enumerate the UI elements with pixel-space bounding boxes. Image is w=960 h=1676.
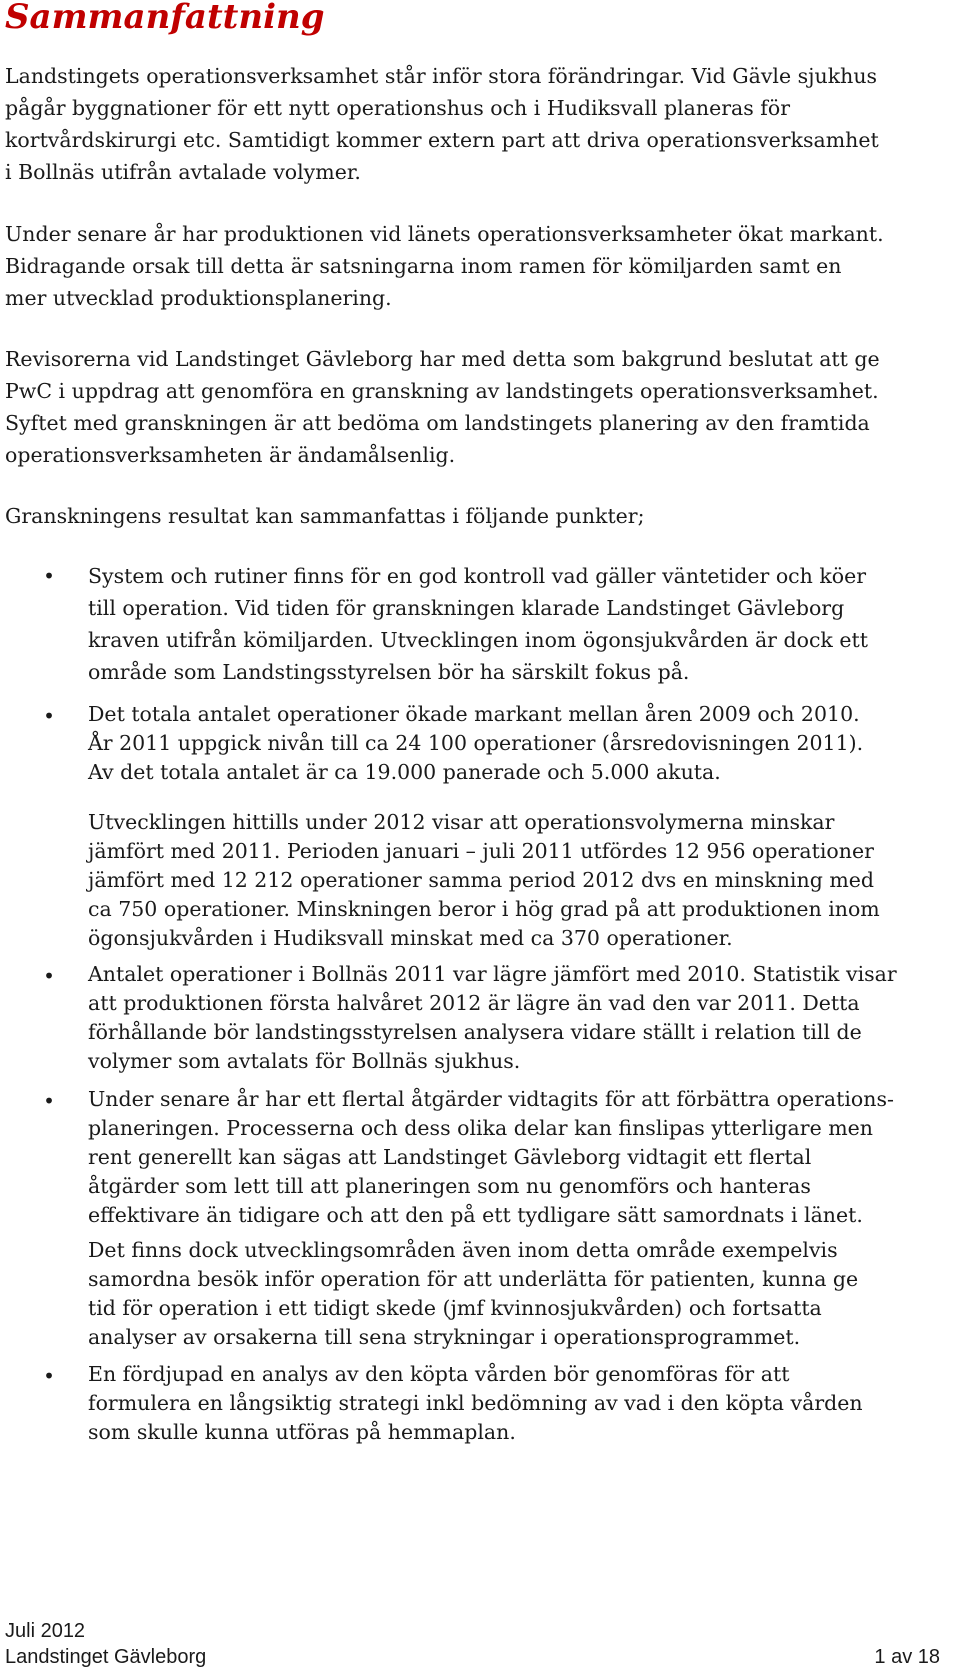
- intro-paragraph-2: Under senare år har produktionen vid länets operationsverksamheter ökat markant. Bidragande orsak till detta är satsningarna inom ramen för kömiljarden samt en mer utvecklad produktionsplanering.: [5, 222, 884, 310]
- bullet-marker: •: [43, 704, 55, 728]
- page-title: Sammanfattning: [5, 0, 325, 37]
- footer-date: Juli 2012: [5, 1620, 86, 1642]
- bullet-marker: •: [43, 1364, 55, 1388]
- intro-paragraph-4: Granskningens resultat kan sammanfattas i följande punkter;: [5, 504, 645, 528]
- bullet-marker: •: [43, 964, 55, 988]
- bullet-1-paragraph: System och rutiner finns för en god kontroll vad gäller väntetider och köer till operation. Vid tiden för granskningen klarade Landstinget Gävleborg kraven utifrån kömiljarden. Utvecklingen inom ögonsjukvården är dock ett område som Landstingsstyrelsen bör ha särskilt fokus på.: [88, 564, 868, 684]
- bullet-4-paragraph-1: Under senare år har ett flertal åtgärder vidtagits för att förbättra operations- planeringen. Processerna och dess olika delar kan finslipas ytterligare men rent generellt kan sägas att Landstinget Gävleborg vidtagit ett flertal åtgärder som lett till att planeringen som nu genomförs och hanteras effektivare än tidigare och att den på ett tydligare sätt samordnats i länet.: [88, 1087, 894, 1227]
- page-footer: [5, 1618, 940, 1670]
- footer-page-number: 1 av 18: [874, 1646, 940, 1668]
- bullet-2-paragraph-2: Utvecklingen hittills under 2012 visar att operationsvolymerna minskar jämfört med 2011. Perioden januari – juli 2011 utfördes 12 956 operationer jämfört med 12 212 operationer samma period 2012 dvs en minskning med ca 750 operationer. Minskningen beror i hög grad på att produktionen inom ögonsjukvården i Hudiksvall minskat med ca 370 operationer.: [88, 810, 880, 950]
- bullet-4-paragraph-2: Det finns dock utvecklingsområden även inom detta område exempelvis samordna besök inför operation för att underlätta för patienten, kunna ge tid för operation i ett tidigt skede (jmf kvinnosjukvården) och fortsatta analyser av orsakerna till sena strykningar i operationsprogrammet.: [88, 1238, 859, 1349]
- bullet-5-paragraph: En fördjupad en analys av den köpta vården bör genomföras för att formulera en långsiktig strategi inkl bedömning av vad i den köpta vården som skulle kunna utföras på hemmaplan.: [88, 1362, 863, 1444]
- bullet-2-paragraph-1: Det totala antalet operationer ökade markant mellan åren 2009 och 2010. År 2011 uppgick nivån till ca 24 100 operationer (årsredovisningen 2011). Av det totala antalet är ca 19.000 panerade och 5.000 akuta.: [88, 702, 864, 784]
- bullet-3-paragraph: Antalet operationer i Bollnäs 2011 var lägre jämfört med 2010. Statistik visar att produktionen första halvåret 2012 är lägre än vad den var 2011. Detta förhållande bör landstingsstyrelsen analysera vidare ställt i relation till de volymer som avtalats för Bollnäs sjukhus.: [88, 962, 897, 1073]
- intro-paragraph-3: Revisorerna vid Landstinget Gävleborg har med detta som bakgrund beslutat att ge PwC i uppdrag att genomföra en granskning av landstingets operationsverksamhet. Syftet med granskningen är att bedöma om landstingets planering av den framtida operationsverksamheten är ändamålsenlig.: [5, 347, 880, 467]
- intro-paragraph-1: Landstingets operationsverksamhet står inför stora förändringar. Vid Gävle sjukhus pågår byggnationer för ett nytt operationshus och i Hudiksvall planeras för kortvårdskirurgi etc. Samtidigt kommer extern part att driva operationsverksamhet i Bollnäs utifrån avtalade volymer.: [5, 64, 879, 184]
- footer-organization: Landstinget Gävleborg: [5, 1646, 207, 1668]
- bullet-marker: •: [43, 564, 55, 588]
- bullet-marker: •: [43, 1089, 55, 1113]
